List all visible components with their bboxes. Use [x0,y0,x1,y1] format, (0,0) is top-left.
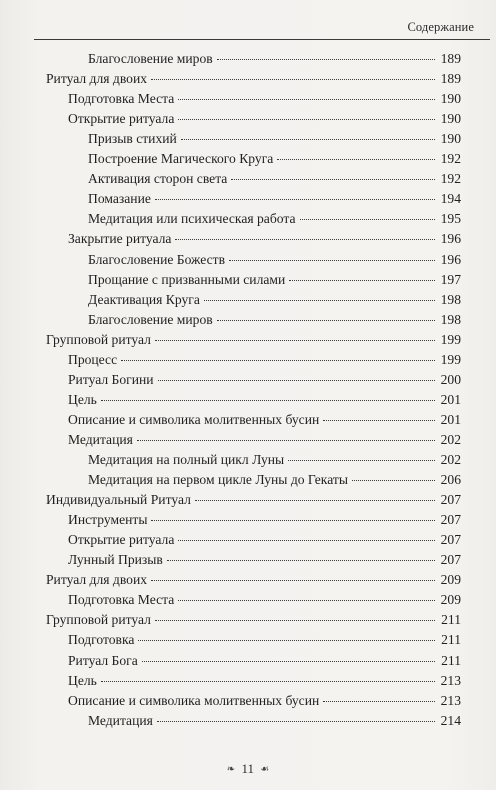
toc-dot-leader [217,320,435,321]
page-number: 11 [241,761,254,777]
toc-entry-title: Закрытие ритуала [68,231,172,246]
toc-entry [88,191,461,208]
toc-entry [88,51,461,68]
toc-dot-leader [151,580,435,581]
toc-dot-leader [138,640,435,641]
toc-entry-page: 198 [440,312,461,327]
toc-entry [68,231,461,248]
ornament-left-icon: ❧ [226,763,236,775]
toc-entry-title: Благословение миров [88,312,213,327]
toc-entry-page: 194 [440,191,461,206]
page-folio [0,760,496,777]
toc-entry-title: Прощание с призванными силами [88,272,286,287]
toc-dot-leader [352,480,435,481]
toc-entry [88,272,461,289]
toc-entry-title: Описание и символика молитвенных бусин [68,412,320,427]
toc-dot-leader [175,239,435,240]
toc-dot-leader [155,340,435,341]
toc-entry-title: Помазание [88,191,151,206]
toc-dot-leader [323,701,435,702]
ornament-right-icon: ☙ [260,763,270,775]
toc-dot-leader [121,360,435,361]
toc-entry-page: 202 [440,432,461,447]
toc-entry [68,91,461,108]
toc-entry-title: Цель [68,392,97,407]
toc-dot-leader [151,520,435,521]
toc-dot-leader [217,59,435,60]
toc-entry [46,612,461,629]
toc-dot-leader [155,199,435,200]
toc-entry-page: 190 [440,131,461,146]
toc-entry-title: Ритуал для двоих [46,572,148,587]
toc-dot-leader [178,119,435,120]
toc-entry-page: 201 [440,412,461,427]
toc-entry [68,632,461,649]
toc-entry [88,452,461,469]
toc-entry-title: Медитация на полный цикл Луны [88,452,285,467]
toc-dot-leader [289,280,435,281]
toc-entry-page: 197 [440,272,461,287]
toc-entry-page: 195 [440,211,461,226]
toc-entry-page: 209 [440,572,461,587]
toc-entry [88,252,461,269]
toc-entry-page: 196 [440,231,461,246]
toc-dot-leader [101,400,435,401]
toc-entry-page: 199 [440,332,461,347]
toc-entry-title: Ритуал Богини [68,372,154,387]
toc-entry-title: Описание и символика молитвенных бусин [68,693,320,708]
toc-dot-leader [178,600,435,601]
toc-dot-leader [181,139,435,140]
toc-entry-page: 202 [440,452,461,467]
toc-entry-title: Открытие ритуала [68,111,175,126]
toc-entry [88,713,461,730]
toc-entry-title: Благословение Божеств [88,252,226,267]
toc-entry-title: Процесс [68,352,118,367]
toc-entry [68,372,461,389]
toc-entry-page: 207 [440,552,461,567]
toc-dot-leader [101,681,435,682]
toc-entry-page: 190 [440,91,461,106]
toc-dot-leader [288,460,435,461]
toc-entry-title: Открытие ритуала [68,532,175,547]
toc-dot-leader [229,260,435,261]
toc-dot-leader [195,500,435,501]
toc-entry-title: Медитация [88,713,153,728]
toc-dot-leader [151,79,435,80]
toc-entry-page: 200 [440,372,461,387]
toc-entry-page: 192 [440,171,461,186]
toc-dot-leader [323,420,435,421]
toc-entry-page: 213 [440,693,461,708]
toc-entry-title: Подготовка [68,632,135,647]
toc-entry-title: Инструменты [68,512,148,527]
toc-dot-leader [155,620,435,621]
toc-entry-title: Деактивация Круга [88,292,200,307]
toc-entry-title: Подготовка Места [68,91,175,106]
toc-entry-page: 206 [440,472,461,487]
toc-dot-leader [178,99,435,100]
toc-entry-page: 213 [440,673,461,688]
toc-entry-title: Призыв стихий [88,131,177,146]
toc-entry-page: 207 [440,492,461,507]
toc-entry [68,532,461,549]
toc-entry [46,572,461,589]
toc-entry [88,171,461,188]
toc-entry-title: Цель [68,673,97,688]
toc-entry [88,312,461,329]
toc-entry [68,693,461,710]
toc-entry [88,211,461,228]
toc-dot-leader [157,721,435,722]
toc-dot-leader [277,159,435,160]
toc-entry-page: 214 [440,713,461,728]
toc-dot-leader [178,540,435,541]
toc-entry [88,472,461,489]
toc-entry [88,292,461,309]
toc-entry [88,151,461,168]
toc-dot-leader [204,300,435,301]
toc-entry-page: 189 [440,51,461,66]
toc-dot-leader [231,179,435,180]
toc-entry-title: Благословение миров [88,51,213,66]
toc-entry-page: 199 [440,352,461,367]
toc-entry [68,392,461,409]
toc-dot-leader [300,219,435,220]
toc-entry-page: 211 [441,653,461,668]
toc-entry [68,512,461,529]
toc-entry-page: 211 [441,612,461,627]
toc-entry-title: Медитация [68,432,133,447]
toc-entry-title: Построение Магического Круга [88,151,274,166]
toc-entry-title: Медитация или психическая работа [88,211,296,226]
running-head: Содержание [407,20,474,34]
toc-entry [88,131,461,148]
toc-entry-page: 209 [440,592,461,607]
toc-entry [68,552,461,569]
toc-entry-title: Лунный Призыв [68,552,163,567]
toc-entry-title: Групповой ритуал [46,612,151,627]
header-rule [34,39,490,40]
toc-entry [68,111,461,128]
toc-entry [46,492,461,509]
toc-entry-page: 196 [440,252,461,267]
toc-entry-page: 207 [440,512,461,527]
toc-entry-page: 211 [441,632,461,647]
toc-entry-page: 190 [440,111,461,126]
toc-entry [46,71,461,88]
toc-entry-page: 192 [440,151,461,166]
toc-dot-leader [142,661,435,662]
toc-entry-title: Групповой ритуал [46,332,151,347]
toc-dot-leader [137,440,435,441]
toc-dot-leader [167,560,435,561]
toc-dot-leader [158,380,435,381]
toc-entry-title: Активация сторон света [88,171,228,186]
toc-entry [46,332,461,349]
toc-entry-page: 201 [440,392,461,407]
toc-entry-title: Медитация на первом цикле Луны до Гекаты [88,472,348,487]
toc-entry [68,432,461,449]
toc-entry-page: 189 [440,71,461,86]
toc-entry [68,592,461,609]
toc-entry-page: 198 [440,292,461,307]
toc-entry [68,673,461,690]
toc-entry-title: Подготовка Места [68,592,175,607]
toc-entry-title: Ритуал для двоих [46,71,148,86]
toc-entry-title: Индивидуальный Ритуал [46,492,191,507]
toc-entry [68,412,461,429]
toc-entry [68,653,461,670]
toc-entry [68,352,461,369]
toc-entry-title: Ритуал Бога [68,653,138,668]
toc-entry-page: 207 [440,532,461,547]
